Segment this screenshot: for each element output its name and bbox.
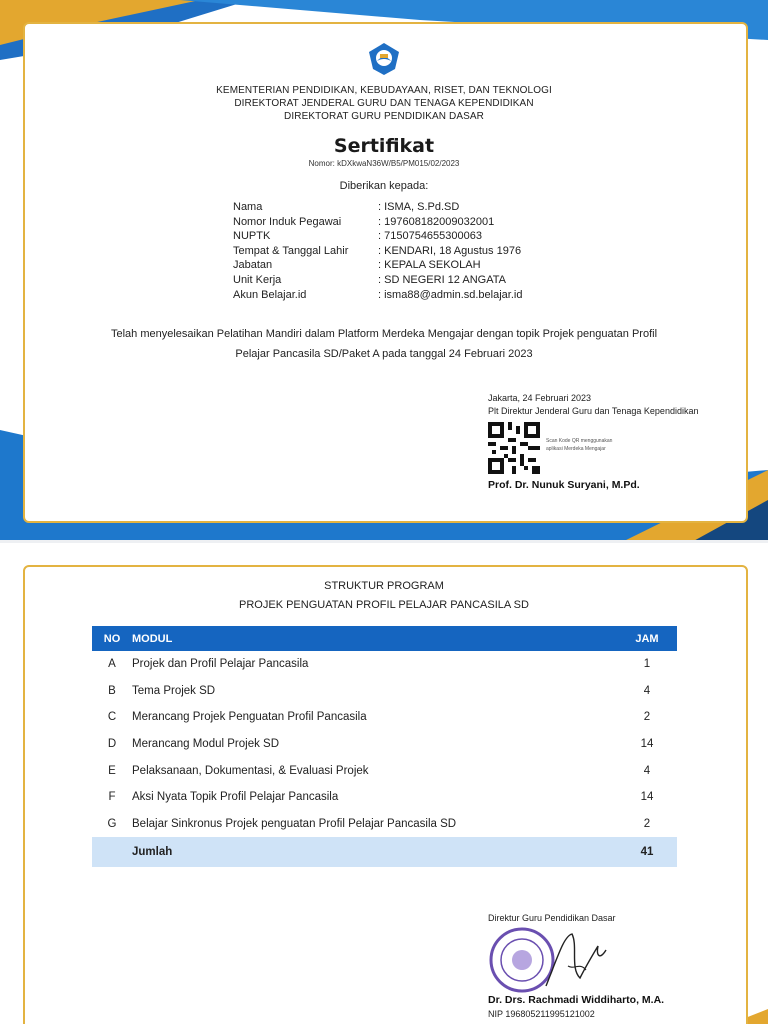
row-no: A <box>108 658 116 671</box>
row-no: E <box>108 764 116 777</box>
module-table <box>92 626 677 867</box>
row-modul: Belajar Sinkronus Projek penguatan Profil Pelajar Pancasila SD <box>132 817 457 830</box>
column-header-no: NO <box>92 626 132 651</box>
info-label: Jabatan <box>233 259 273 272</box>
row-modul: Merancang Modul Projek SD <box>132 738 280 751</box>
given-to-label: Diberikan kepada: <box>339 180 429 192</box>
director-title: Direktur Guru Pendidikan Dasar <box>488 913 616 923</box>
column-header-jam: JAM <box>617 626 677 651</box>
table-row <box>92 651 677 678</box>
row-no: D <box>107 738 117 751</box>
column-header-modul: MODUL <box>132 626 617 651</box>
info-label: Nomor Induk Pegawai <box>233 215 342 228</box>
table-row <box>92 784 677 811</box>
completion-statement <box>0 324 768 364</box>
qr-note <box>546 437 612 453</box>
total-spacer <box>92 837 132 867</box>
place-date: Jakarta, 24 Februari 2023 <box>488 393 592 403</box>
ministry-line-2: DIREKTORAT JENDERAL GURU DAN TENAGA KEPENDIDIKAN <box>234 98 534 109</box>
row-jam: 14 <box>640 738 654 751</box>
info-label: NUPTK <box>233 230 271 243</box>
row-jam: 4 <box>643 764 651 777</box>
row-jam: 2 <box>643 711 651 724</box>
signer-title: Plt Direktur Jenderal Guru dan Tenaga Kependidikan <box>488 406 699 416</box>
program-heading <box>0 577 768 615</box>
row-jam: 2 <box>643 817 651 830</box>
ministry-line-1: KEMENTERIAN PENDIDIKAN, KEBUDAYAAN, RISET, DAN TEKNOLOGI <box>216 85 552 96</box>
row-modul: Projek dan Profil Pelajar Pancasila <box>132 658 309 671</box>
row-jam: 4 <box>643 684 651 697</box>
table-header-row <box>92 626 677 651</box>
row-jam: 1 <box>643 658 651 671</box>
info-value: : 197608182009032001 <box>378 215 495 228</box>
info-row-nip <box>233 215 494 230</box>
director-nip: NIP 196805211995121002 <box>488 1009 595 1019</box>
official-stamp-signature <box>488 926 613 994</box>
table-row <box>92 757 677 784</box>
info-row-jabatan <box>233 258 481 273</box>
certificate-number: Nomor: kDXkwaN36W/B5/PM015/02/2023 <box>308 159 460 168</box>
total-label: Jumlah <box>132 837 617 867</box>
qr-note-line-2: aplikasi Merdeka Mengajar <box>546 446 606 452</box>
statement-line-2: Pelajar Pancasila SD/Paket A pada tanggal 24 Februari 2023 <box>235 348 533 360</box>
row-modul: Aksi Nyata Topik Profil Pelajar Pancasila <box>132 791 339 804</box>
row-modul: Pelaksanaan, Dokumentasi, & Evaluasi Projek <box>132 764 369 777</box>
row-no: G <box>107 817 117 830</box>
info-label: Tempat & Tanggal Lahir <box>233 244 349 257</box>
signer-name: Prof. Dr. Nunuk Suryani, M.Pd. <box>488 479 640 491</box>
info-value: : SD NEGERI 12 ANGATA <box>378 274 506 286</box>
program-heading-2: PROJEK PENGUATAN PROFIL PELAJAR PANCASILA SD <box>239 599 529 611</box>
info-value: : 7150754655300063 <box>378 230 482 243</box>
program-heading-1: STRUKTUR PROGRAM <box>324 580 444 592</box>
table-row <box>92 678 677 705</box>
director-name: Dr. Drs. Rachmadi Widdiharto, M.A. <box>488 994 665 1006</box>
row-modul: Tema Projek SD <box>132 684 216 697</box>
info-row-nama <box>233 200 459 215</box>
info-value: : ISMA, S.Pd.SD <box>378 201 460 213</box>
total-value: 41 <box>617 837 677 867</box>
info-row-account <box>233 288 522 303</box>
info-row-nuptk <box>233 229 482 244</box>
row-jam: 14 <box>640 791 654 804</box>
info-label: Akun Belajar.id <box>233 288 307 301</box>
certificate-title: Sertifikat <box>333 135 435 157</box>
statement-line-1: Telah menyelesaikan Pelatihan Mandiri dalam Platform Merdeka Mengajar dengan topik Projek penguatan Profil <box>110 328 658 340</box>
info-value: : isma88@admin.sd.belajar.id <box>378 288 523 301</box>
info-value: : KENDARI, 18 Agustus 1976 <box>378 244 522 257</box>
info-row-birth <box>233 244 521 259</box>
qr-code-icon[interactable] <box>488 422 540 474</box>
signature-block <box>488 392 698 418</box>
table-row <box>92 811 677 838</box>
ministry-line-3: DIREKTORAT GURU PENDIDIKAN DASAR <box>284 111 484 122</box>
row-no: B <box>108 684 116 697</box>
info-row-unit <box>233 273 506 288</box>
total-row <box>92 837 677 867</box>
info-value: : KEPALA SEKOLAH <box>378 259 481 272</box>
table-row <box>92 704 677 731</box>
row-no: C <box>107 711 117 724</box>
ministry-header <box>0 84 768 123</box>
row-modul: Merancang Projek Penguatan Profil Pancasila <box>132 711 367 724</box>
row-no: F <box>108 791 116 804</box>
tut-wuri-handayani-logo <box>368 42 400 76</box>
info-label: Nama <box>233 201 263 213</box>
info-label: Unit Kerja <box>233 274 282 286</box>
qr-note-line-1: Scan Kode QR menggunakan <box>546 438 613 444</box>
table-row <box>92 731 677 758</box>
